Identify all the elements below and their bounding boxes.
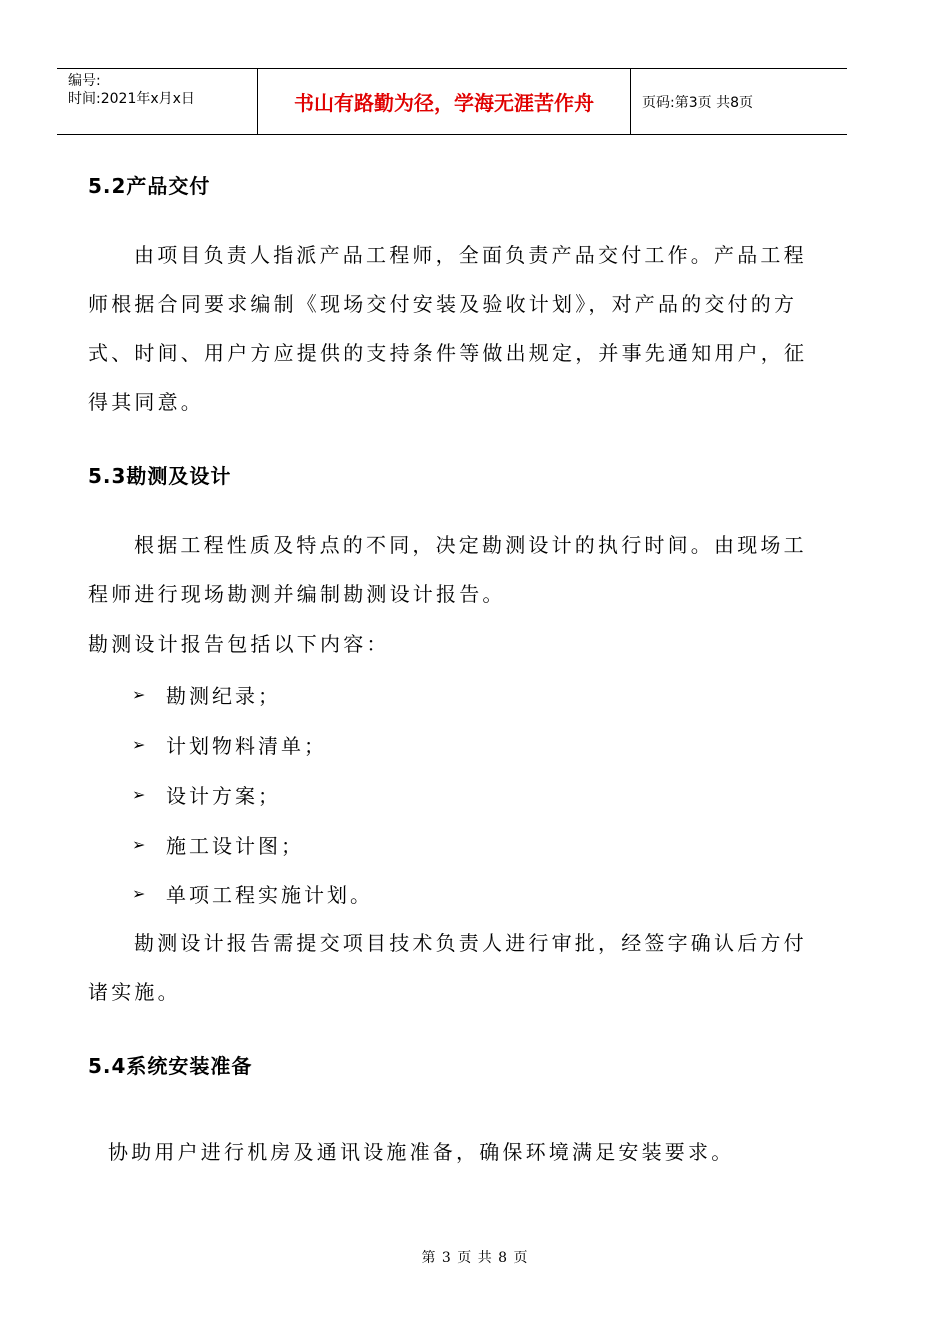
section-5-4-paragraph: 协助用户进行机房及通讯设施准备，确保环境满足安装要求。	[108, 1140, 735, 1164]
header-number-label: 编号:	[68, 73, 101, 89]
list-item	[132, 830, 304, 859]
section-title-5-2: 5.2产品交付	[88, 174, 211, 198]
list-item-text: 施工设计图；	[166, 834, 304, 858]
section-5-3-closing: 勘测设计报告需提交项目技术负责人进行审批，经签字确认后方付诸实施。	[88, 931, 807, 1004]
arrow-bullet-icon: ➢	[132, 735, 149, 754]
list-item-text: 单项工程实施计划。	[166, 883, 373, 907]
section-5-3-list-intro: 勘测设计报告包括以下内容：	[88, 632, 390, 656]
list-item	[132, 780, 281, 809]
section-5-2-paragraph: 由项目负责人指派产品工程师，全面负责产品交付工作。产品工程师根据合同要求编制《现场交付安装及验收计划》，对产品的交付的方式、时间、用户方应提供的支持条件等做出规定，并事先通知用户，征得其同意。	[88, 243, 808, 414]
page-footer: 第 3 页 共 8 页	[421, 1250, 529, 1266]
arrow-bullet-icon: ➢	[132, 835, 149, 854]
header-motto: 书山有路勤为径，学海无涯苦作舟	[258, 69, 631, 134]
list-item	[132, 879, 373, 908]
section-title-5-4: 5.4系统安装准备	[88, 1054, 253, 1078]
header-meta-cell	[57, 69, 258, 134]
list-item	[132, 680, 281, 709]
arrow-bullet-icon: ➢	[132, 785, 149, 804]
arrow-bullet-icon: ➢	[132, 685, 149, 704]
list-item-text: 计划物料清单；	[166, 734, 327, 758]
list-item-text: 设计方案；	[166, 784, 281, 808]
list-item-text: 勘测纪录；	[166, 684, 281, 708]
section-5-3-paragraph: 根据工程性质及特点的不同，决定勘测设计的执行时间。由现场工程师进行现场勘测并编制勘测设计报告。	[88, 533, 807, 606]
header-time-label: 时间:2021年x月x日	[68, 91, 195, 107]
section-title-5-3: 5.3勘测及设计	[88, 464, 232, 488]
header-page-label: 页码:第3页 共8页	[642, 94, 753, 111]
page-header	[57, 68, 847, 135]
arrow-bullet-icon: ➢	[132, 884, 149, 903]
list-item	[132, 730, 327, 759]
